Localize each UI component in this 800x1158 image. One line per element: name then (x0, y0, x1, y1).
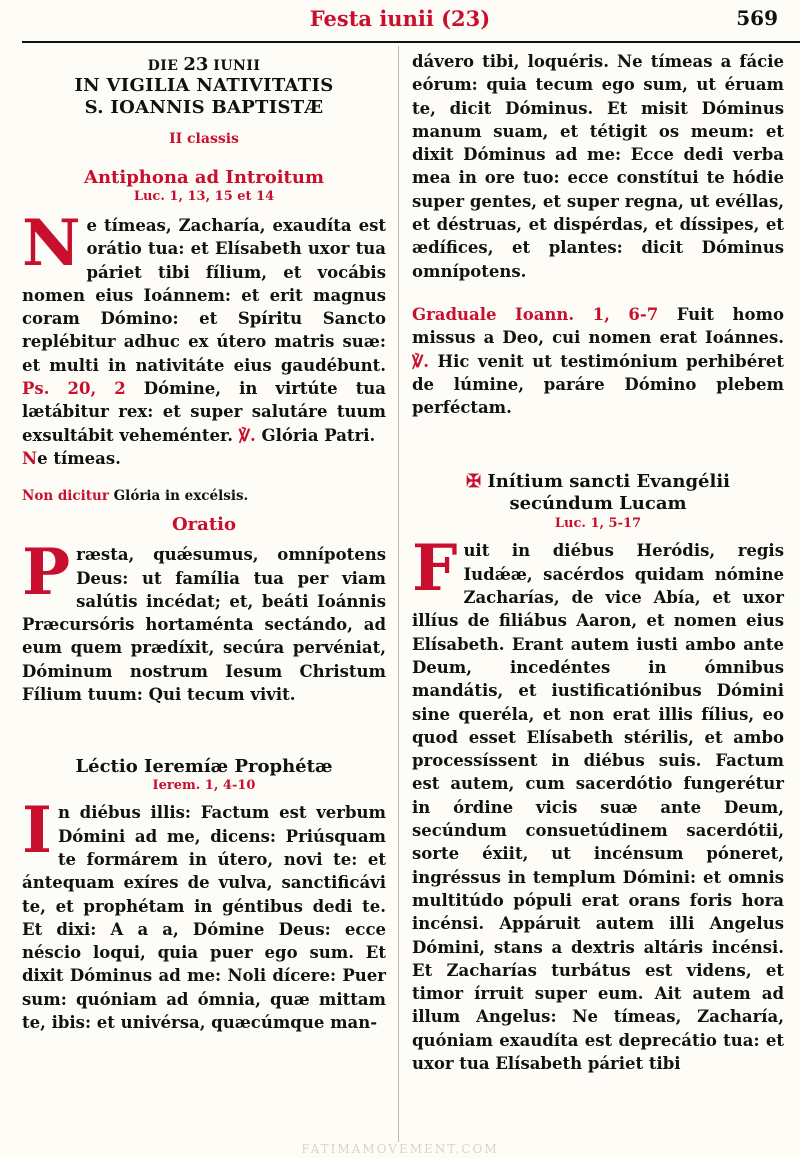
psalm-reference: Ps. 20, 2 (22, 379, 126, 399)
drop-cap: I (22, 793, 52, 869)
lectio-reference: Ierem. 1, 4-10 (152, 778, 256, 794)
page-header (0, 0, 800, 44)
watermark: FATIMAMOVEMENT.COM (301, 1142, 499, 1156)
gospel-text: F uit in diébus Heródis, regis Iudǽæ, sacérdos quidam nómine Zacharías, de vice Abía, et uxor illíus de filiábus Aaron, et nomen eius Elísabeth. Erant autem iusti ambo ante Deum, incedéntes in ómnibus mandátis, et iustificatiónibus Dómini sine queréla, et non erat illis fílius, eo quod esset Elísabeth stérilis, et ambo processíssent in diébus suis. Factum est autem, cum sacerdótio fungerétur in órdine vicis suæ ante Deum, secúndum consuetúdinem sacerdótii, sorte éxiit, ut incénsum póneret, ingréssus in templum Dómini: et omnis multitúdo pópuli erat orans foris hora incénsi. Appáruit autem illi Angelus Dómini, stans a dextris altáris incénsi. Et Zacharías turbátus est videns, et timor írruit super eum. Ait autem ad illum Angelus: Ne tímeas, Zacharía, quóniam exaudíta est deprecátio tua: et uxor tua Elísabeth páriet tibi (412, 531, 784, 1073)
versicle-sign: ℣. (412, 351, 430, 371)
lectio-heading: Léctio Ieremíæ Prophétæ (75, 756, 333, 778)
introit-text: N e tímeas, Zacharía, exaudíta est orátio tua: et Elísabeth uxor tua páriet tibi fílium, et vocábis nomen eius Ioánnem: et erit magnus coram Dómino: et Spíritu Sancto replébitur adhuc ex útero matris suæ: et multi in nativitáte eius gaudébunt. Ps. 20, 2 Dómine, in virtúte tua lætábitur rex: et super salutáre tuum exsultábit veheménter. ℣. Glória Patri. Ne tímeas. (22, 206, 386, 468)
gospel-reference: Luc. 1, 5-17 (554, 516, 642, 532)
gospel-heading: ✠ Inítium sancti Evangélii secúndum Lucam (465, 471, 730, 515)
cross-icon: ✠ (465, 471, 482, 493)
oratio-text: P ræsta, quǽsumus, omnípotens Deus: ut família tua per viam salútis incédat; et, beáti Ioánnis Præcursóris hortaménta sectándo, ad eum quem prædíxit, secúra pervéniat, Dóminum nostrum Iesum Christum Fílium tuum: Qui tecum vivit. (22, 535, 386, 705)
graduale: Graduale Ioann. 1, 6-7 Fuit homo missus a Deo, cui nomen erat Ioánnes. ℣. Hic venit ut testimónium perhibéret de lúmine, paráre Dómino plebem perféctam. (412, 304, 785, 418)
column-divider (398, 46, 399, 1142)
day-heading: DIE 23 IUNII (147, 54, 261, 75)
running-title: Festa iunii (23) (309, 6, 491, 31)
header-rule (22, 41, 800, 43)
drop-cap: F (412, 531, 458, 607)
oratio-heading: Oratio (172, 514, 236, 536)
rubric-non-dicitur: Non dicitur Glória in excélsis. (22, 488, 249, 505)
versicle-sign: ℣. (238, 425, 256, 445)
right-column (412, 50, 784, 1075)
feast-class: II classis (169, 131, 239, 147)
feast-title: IN VIGILIA NATIVITATIS S. IOANNIS BAPTISTÆ (74, 75, 334, 118)
drop-cap: N (22, 206, 81, 281)
introit-heading: Antiphona ad Introitum (83, 167, 324, 188)
introit-reference: Luc. 1, 13, 15 et 14 (133, 189, 275, 204)
page-number: 569 (736, 6, 778, 30)
graduale-label: Graduale Ioann. 1, 6-7 (412, 304, 659, 324)
drop-cap: P (22, 535, 71, 611)
lectio-continuation: dávero tibi, loquéris. Ne tímeas a fácie eórum: quia tecum ego sum, ut éruam te, dicit Dóminus. Et misit Dóminus manum suam, et tétigit os meum: et dixit Dóminus ad me: Ecce dedi verba mea in ore tuo: ecce constítui te hódie super gentes, et super regna, ut evéllas, et déstruas, et dispérdas, et díssipes, et ædífices, et plantes: dicit Dóminus omnípotens. (412, 52, 784, 281)
left-column (22, 50, 386, 1034)
lectio-text: I n diébus illis: Factum est verbum Dómini ad me, dicens: Priúsquam te formárem in útero, novi te: et ántequam exíres de vulva, sanctificávi te, et prophétam in géntibus dedi te. Et dixi: A a a, Dómine Deus: ecce néscio loqui, quia puer ego sum. Et dixit Dóminus ad me: Noli dícere: Puer sum: quóniam ad ómnia, quæ mittam te, ibis: et univérsa, quæcúmque man- (22, 793, 386, 1033)
